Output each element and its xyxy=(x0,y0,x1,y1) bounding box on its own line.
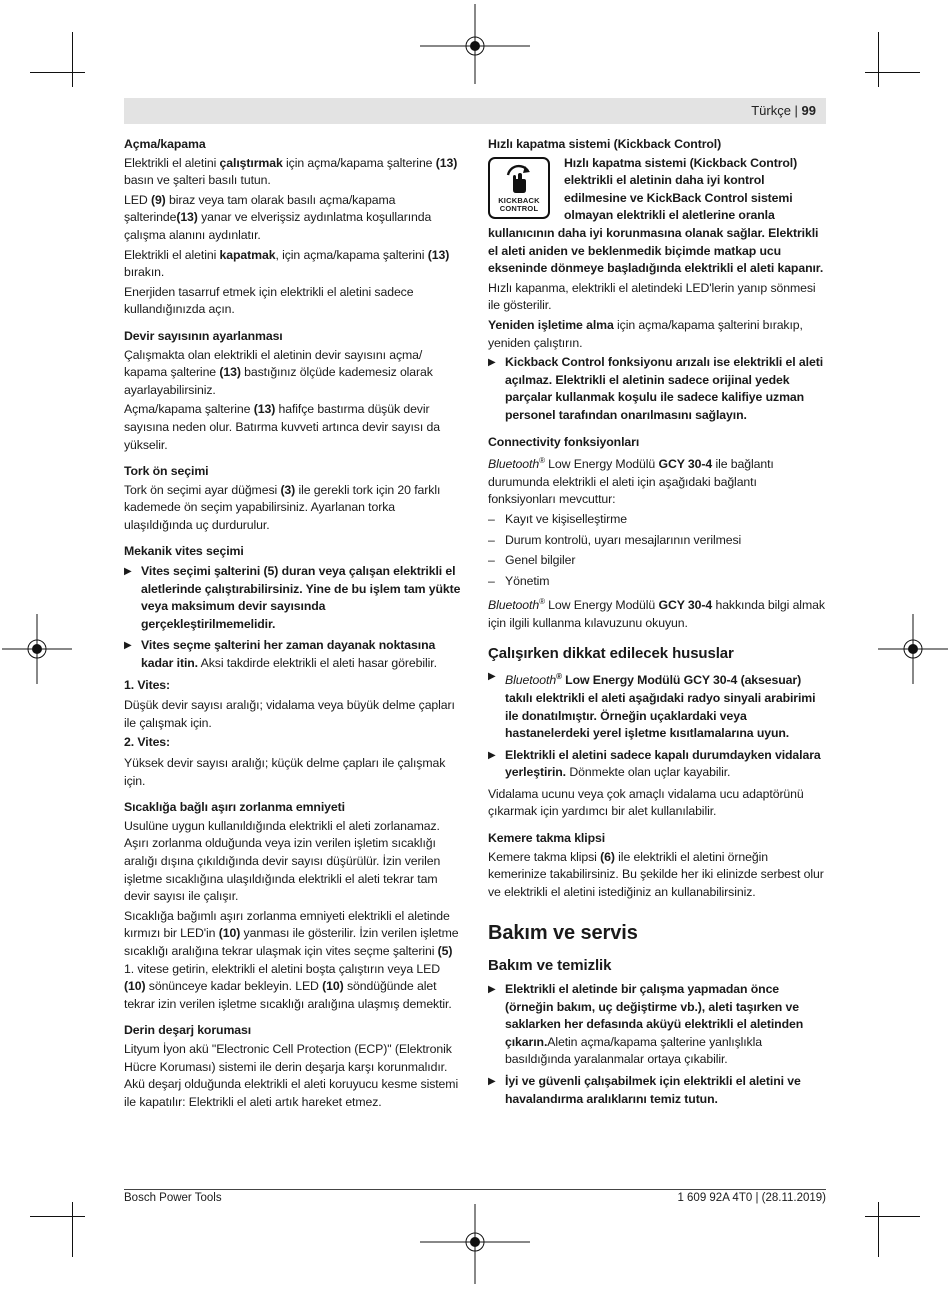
gear-1-title: 1. Vites: xyxy=(124,677,171,692)
gear-2-title: 2. Vites: xyxy=(124,735,171,750)
kickback-hand-icon xyxy=(504,163,534,195)
section-heading-working-advice: Çalışırken dikkat edilecek hususlar xyxy=(488,644,734,662)
bullet-item: ▶ İyi ve güvenli çalışabilmek için elektrikli el aletini ve havalandırma aralıklarını temiz tutun. xyxy=(488,1073,826,1108)
paragraph: Bluetooth® Low Energy Modülü GCY 30-4 ile bağlantı durumunda elektrikli el aleti için aşağıdaki bağlantı fonksiyonları mevcuttur: xyxy=(488,456,774,507)
section-heading-speed: Devir sayısının ayarlanması xyxy=(124,328,283,343)
section-heading-on-off: Açma/kapama xyxy=(124,137,206,151)
footer-doc-id: 1 609 92A 4T0 | (28.11.2019) xyxy=(677,1192,826,1204)
paragraph: Vidalama ucunu veya çok amaçlı vidalama ucu adaptörünü çıkarmak için yardımcı bir alet kullanılabilir. xyxy=(488,786,804,819)
bullet-item: ▶ Elektrikli el aletini sadece kapalı durumdayken vidalara yerleştirin. Dönmekte olan uçlar kayabilir. xyxy=(488,747,826,782)
section-heading-gear: Mekanik vites seçimi xyxy=(124,544,244,559)
crop-mark xyxy=(30,1216,85,1217)
paragraph: Usulüne uygun kullanıldığında elektrikli el aleti zorlanamaz. Aşırı zorlanma olduğunda veya izin verilen işletim sıcaklığı aralığı dışına çıkıldığında devir sayısı düşürülür. İzin verilen işletme sıcaklığına ulaşıldığında elektrikli el aleti tekrar tam devir sayısı ile çalışır. xyxy=(124,818,441,904)
page-number: 99 xyxy=(801,103,816,118)
section-heading-deep-discharge: Derin deşarj koruması xyxy=(124,1023,252,1038)
dash-list-item: – Kayıt ve kişiselleştirme xyxy=(488,511,826,529)
crop-mark xyxy=(72,1202,73,1257)
kickback-control-logo xyxy=(488,157,550,219)
crop-mark xyxy=(865,1216,920,1217)
registration-mark-icon xyxy=(420,1200,530,1284)
right-column xyxy=(488,136,826,1112)
paragraph: Yeniden işletime alma için açma/kapama şalterini bırakıp, yeniden çalıştırın. xyxy=(488,317,803,350)
paragraph: Sıcaklığa bağımlı aşırı zorlanma emniyeti elektrikli el aletinde kırmızı bir LED'in (10) yanması ile gösterilir. İzin verilen işletme sıcaklığı aralığına tekrar ulaşmak için vites seçme şalterini (5) 1. vitese getirin, elektrikli el aletini boşta çalıştırın veya LED (10) sönünceye kadar bekleyin. LED (10) söndüğünde alet tekrar izin verilen işletme sıcaklığı aralığına ulaşmış demektir. xyxy=(124,908,459,1011)
paragraph: Hızlı kapatma sistemi (Kickback Control) elektrikli el aletinin daha iyi kontrol edilmesine ve KickBack Control sistemi olmayan elektrikli el aletlerine oranla kullanıcının daha iyi korunmasına olanak sağlar. Elektrikli el aleti aniden ve beklenmedik biçimde matkap ucu ekseninde dönmeye başladığında elektrikli el aleti kapanır. xyxy=(488,155,824,276)
paragraph: Yüksek devir sayısı aralığı; küçük delme çapları ile çalışmak için. xyxy=(124,756,446,788)
section-heading-overload: Sıcaklığa bağlı aşırı zorlanma emniyeti xyxy=(124,800,345,815)
section-heading-cleaning: Bakım ve temizlik xyxy=(488,957,612,975)
registration-mark-icon xyxy=(878,614,948,684)
paragraph: Bluetooth® Low Energy Modülü GCY 30-4 hakkında bilgi almak için ilgili kullanma kılavuzunu okuyun. xyxy=(488,597,825,631)
footer-brand: Bosch Power Tools xyxy=(124,1192,222,1204)
page-header-label: Türkçe | 99 xyxy=(751,103,816,118)
bullet-item: ▶ Kickback Control fonksiyonu arızalı ise elektrikli el aleti açılmaz. Elektrikli el aletinin sadece orijinal yedek parçalar kullanmak koşulu ile sadece kalifiye uzman personel tarafından onarılmasını sağlayın. xyxy=(488,354,826,424)
crop-mark xyxy=(72,32,73,87)
registration-mark-icon xyxy=(2,614,72,684)
bullet-item: ▶ Vites seçme şalterini her zaman dayanak noktasına kadar itin. Aksi takdirde elektrikli el aleti hasar görebilir. xyxy=(124,637,462,672)
paragraph: LED (9) biraz veya tam olarak basılı açma/kapama şalterinde(13) yanar ve elverişsiz aydınlatma koşullarında çalışma alanını aydınlatır. xyxy=(124,192,432,242)
paragraph: Elektrikli el aletini kapatmak, için açma/kapama şalterini (13) bırakın. xyxy=(124,247,450,280)
paragraph: Düşük devir sayısı aralığı; vidalama veya büyük delme çapları ile çalışmak için. xyxy=(124,698,455,730)
bullet-item: ▶ Elektrikli el aletinde bir çalışma yapmadan önce (örneğin bakım, uç değiştirme vb.), aleti taşırken ve saklarken her defasında aküyü elektrikli el aletinden çıkarın.Aletin açma/kapama şalterine yanlışlıkla basıldığında yaralanmalar ortaya çıkabilir. xyxy=(488,981,826,1069)
section-heading-kickback: Hızlı kapatma sistemi (Kickback Control) xyxy=(488,137,722,151)
page-header-bar xyxy=(124,98,826,124)
registration-mark-icon xyxy=(420,4,530,88)
bullet-item: ▶ Bluetooth® Low Energy Modülü GCY 30-4 (aksesuar) takılı elektrikli el aleti aşağıdaki radyo sinyali arabirimi ile donatılmıştır. Örneğin uçaklardaki veya hastanelerdeki yerel işletme kısıtlamalarına uyun. xyxy=(488,668,826,742)
dash-list-item: – Durum kontrolü, uyarı mesajlarının verilmesi xyxy=(488,532,826,550)
paragraph: Enerjiden tasarruf etmek için elektrikli el aletini sadece kullandığınızda açın. xyxy=(124,284,414,317)
crop-mark xyxy=(878,1202,879,1257)
crop-mark xyxy=(878,32,879,87)
paragraph: Açma/kapama şalterine (13) hafifçe bastırma düşük devir sayısına neden olur. Batırma kuvveti artınca devir sayısı da yükselir. xyxy=(124,402,440,452)
paragraph: Elektrikli el aletini çalıştırmak için açma/kapama şalterine (13) basın ve şalteri basılı tutun. xyxy=(124,155,458,188)
crop-mark xyxy=(865,72,920,73)
paragraph: Kemere takma klipsi (6) ile elektrikli el aletini örneğin kemerinize takabilirsiniz. Bu şekilde her iki elinizde serbest olur ve elektrikli el aletini istediğiniz an kullanabilirsiniz. xyxy=(488,849,824,899)
paragraph: Tork ön seçimi ayar düğmesi (3) ile gerekli tork için 20 farklı kademede ön seçim yapabilirsiniz. Ayarlanan torka ulaşıldığında uç durdurulur. xyxy=(124,482,441,532)
paragraph: Lityum İyon akü "Electronic Cell Protection (ECP)" (Elektronik Hücre Koruması) sistemi ile derin deşarja karşı korunmalıdır. Akü deşarj olduğunda elektrikli el aleti koruyucu kesme sistemi ile kapatılır: Elektrikli el aleti artık hareket etmez. xyxy=(124,1041,459,1109)
dash-list-item: – Yönetim xyxy=(488,573,826,591)
chapter-heading-maintenance: Bakım ve servis xyxy=(488,922,638,945)
kickback-block xyxy=(488,155,826,278)
section-heading-torque: Tork ön seçimi xyxy=(124,464,209,479)
section-heading-belt-clip: Kemere takma klipsi xyxy=(488,831,606,846)
bullet-item: ▶ Vites seçimi şalterini (5) duran veya çalışan elektrikli el aletlerinde çalıştırabilirsiniz. Yine de bu işlem tam yükte veya maksimum devir sayısında gerçekleştirilmemelidir. xyxy=(124,563,462,633)
paragraph: Çalışmakta olan elektrikli el aletinin devir sayısını açma/ kapama şalterine (13) bastığınız ölçüde kademesiz olarak ayarlayabilirsiniz. xyxy=(124,347,433,397)
dash-list-item: – Genel bilgiler xyxy=(488,552,826,570)
paragraph: Hızlı kapanma, elektrikli el aletindeki LED'lerin yanıp sönmesi ile gösterilir. xyxy=(488,280,816,313)
footer-divider xyxy=(124,1189,826,1190)
header-language: Türkçe xyxy=(751,103,791,118)
crop-mark xyxy=(30,72,85,73)
left-column xyxy=(124,136,462,1113)
kickback-logo-text: KICKBACK CONTROL xyxy=(498,195,540,214)
section-heading-connectivity: Connectivity fonksiyonları xyxy=(488,434,640,449)
